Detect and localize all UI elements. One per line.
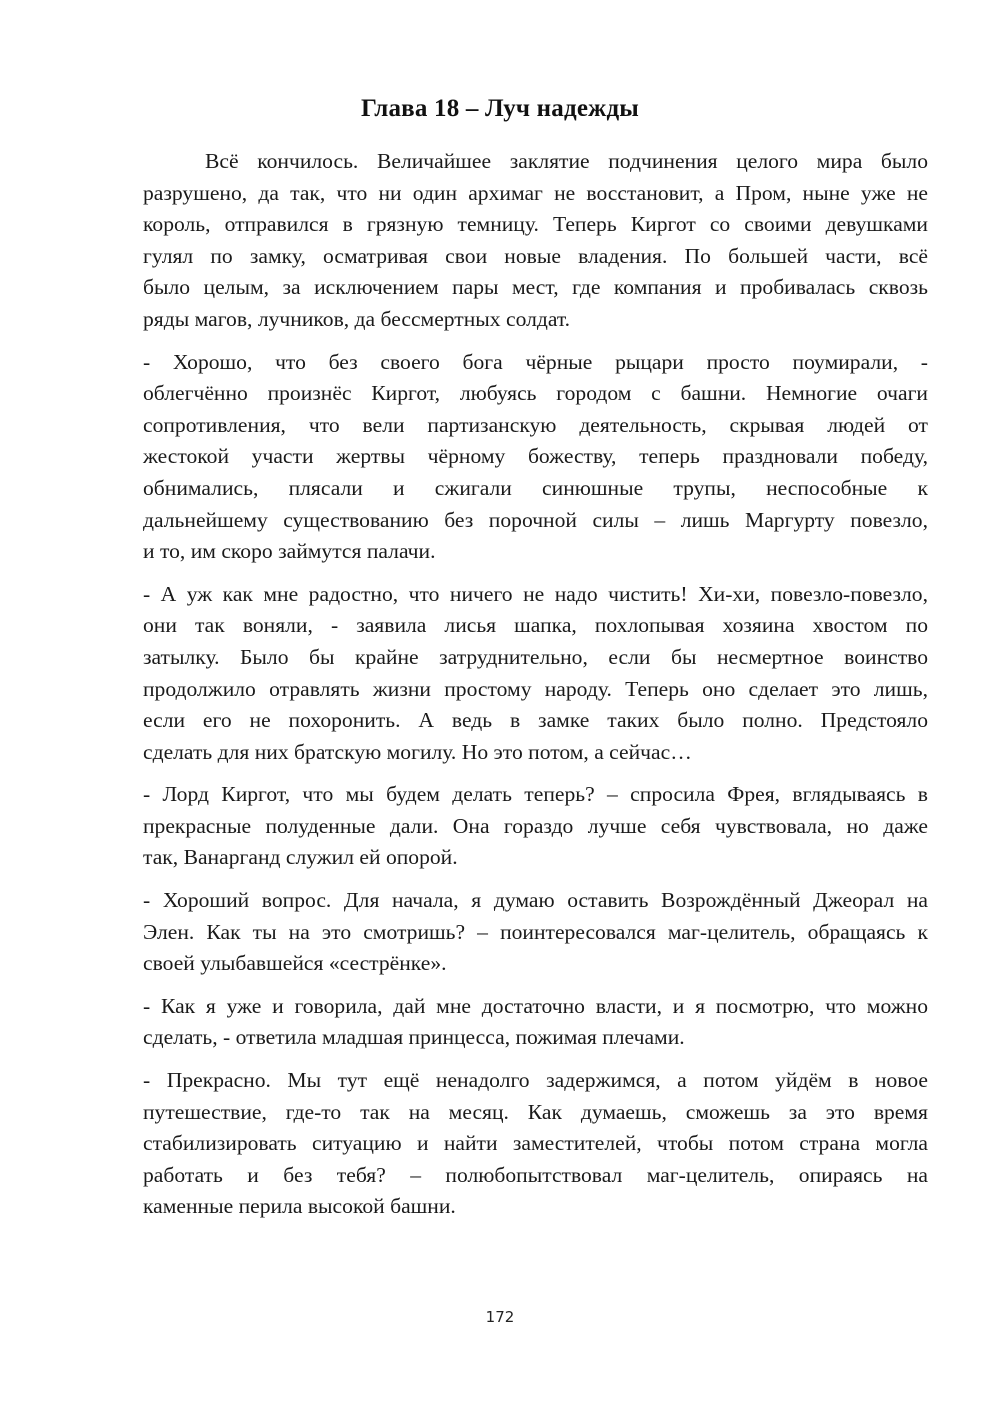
text-line: Всё кончилось. Величайшее заклятие подчинения целого мира было	[205, 149, 928, 173]
paragraph	[143, 885, 928, 980]
text-line: и то, им скоро займутся палачи.	[143, 539, 436, 564]
paragraph	[143, 579, 928, 769]
paragraph	[143, 347, 928, 568]
text-line: - Лорд Киргот, что мы будем делать теперь? – спросила Фрея, вглядываясь в	[143, 782, 928, 807]
paragraph	[143, 779, 928, 874]
text-line: разрушено, да так, что ни один архимаг не восстановит, а Пром, ныне уже не	[143, 180, 928, 205]
text-line: Элен. Как ты на это смотришь? – поинтересовался маг-целитель, обращаясь к	[143, 919, 928, 944]
paragraph	[143, 146, 928, 336]
text-line: они так воняли, - заявила лисья шапка, похлопывая хозяина хвостом по	[143, 613, 928, 638]
text-line: - А уж как мне радостно, что ничего не надо чистить! Хи-хи, повезло-повезло,	[143, 581, 928, 606]
text-line: - Хороший вопрос. Для начала, я думаю оставить Возрождённый Джеорал на	[143, 888, 928, 913]
text-line: работать и без тебя? – полюбопытствовал маг-целитель, опираясь на	[143, 1162, 928, 1187]
text-line: своей улыбавшейся «сестрёнке».	[143, 951, 447, 976]
text-line: было целым, за исключением пары мест, где компания и пробивалась сквозь	[143, 275, 928, 300]
chapter-title: Глава 18 – Луч надежды	[360, 95, 640, 122]
text-line: затылку. Было бы крайне затруднительно, если бы несмертное воинство	[143, 644, 928, 669]
text-line: ряды магов, лучников, да бессмертных солдат.	[143, 306, 571, 331]
text-line: король, отправился в грязную темницу. Теперь Киргот со своими девушками	[143, 212, 928, 237]
text-line: дальнейшему существованию без порочной силы – лишь Маргурту повезло,	[143, 507, 928, 532]
text-line: гулял по замку, осматривая свои новые владения. По большей части, всё	[143, 243, 928, 268]
text-line: каменные перила высокой башни.	[143, 1194, 456, 1219]
text-line: продолжило отравлять жизни простому народу. Теперь оно сделает это лишь,	[143, 676, 928, 701]
text-line: так, Ванарганд служил ей опорой.	[143, 845, 458, 870]
text-line: если его не похоронить. А ведь в замке таких было полно. Предстояло	[143, 708, 928, 733]
text-line: обнимались, плясали и сжигали синюшные трупы, неспособные к	[143, 475, 928, 500]
text-line: облегчённо произнёс Киргот, любуясь городом с башни. Немногие очаги	[143, 381, 928, 406]
chapter-body	[143, 146, 928, 1234]
text-line: стабилизировать ситуацию и найти заместителей, чтобы потом страна могла	[143, 1131, 928, 1156]
text-line: сопротивления, что вели партизанскую деятельность, скрывая людей от	[143, 412, 928, 437]
text-line: жестокой участи жертвы чёрному божеству, теперь праздновали победу,	[143, 444, 928, 469]
text-line: путешествие, где-то так на месяц. Как думаешь, сможешь за это время	[143, 1099, 928, 1124]
text-line: сделать для них братскую могилу. Но это потом, а сейчас…	[143, 739, 692, 764]
text-line: - Хорошо, что без своего бога чёрные рыцари просто поумирали, -	[143, 349, 928, 374]
text-line: прекрасные полуденные дали. Она гораздо лучше себя чувствовала, но даже	[143, 813, 928, 838]
page-number: 172	[485, 1308, 515, 1326]
text-line: - Прекрасно. Мы тут ещё ненадолго задержимся, а потом уйдём в новое	[143, 1068, 928, 1093]
paragraph	[143, 991, 928, 1054]
text-line: - Как я уже и говорила, дай мне достаточно власти, и я посмотрю, что можно	[143, 993, 928, 1018]
paragraph	[143, 1065, 928, 1223]
text-line: сделать, - ответила младшая принцесса, пожимая плечами.	[143, 1025, 685, 1050]
